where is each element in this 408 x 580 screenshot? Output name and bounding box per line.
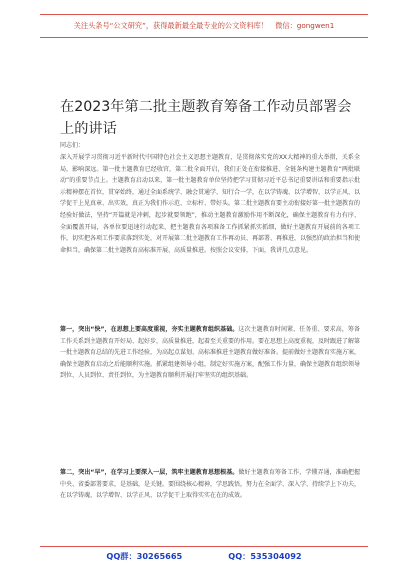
paragraph-section-1	[60, 324, 360, 382]
footer-contact	[40, 546, 368, 565]
qq-group-text: QQ群：30265665	[106, 550, 183, 561]
paragraph-text: 做好主题教育筹备工作，学懂弄通，准确把握中央、省委部署要求，是基础，是关键。要围绕核心精神，学思践悟，努力在全面学、深入学、持续学上下功夫，在以学铸魂、以学增智、以学正风、以学促干上取得实实在在的成效。	[60, 469, 361, 500]
paragraph-intro	[60, 152, 360, 256]
document-title: 在2023年第二批主题教育筹备工作动员部署会上的讲话	[60, 99, 352, 137]
section-heading: 第一，突出“快”，在思想上要高度重视，夯实主题教育组织基础。	[60, 326, 239, 333]
greeting: 同志们：	[60, 142, 85, 149]
section-heading: 第二，突出“早”，在学习上要深入一层，筑牢主题教育思想根基。	[60, 469, 239, 476]
banner-text: 关注头条号“公文研究”，获得最新最全最专业的公文资料库！ 微信：gongwen1	[73, 21, 335, 30]
paragraph-text: 深入开展学习贯彻习近平新时代中国特色社会主义思想主题教育，是贯彻落实党的XX大精神的重大举措，关系全局，影响深远。第一批主题教育已经收官，第二批全面开启，我们正处在衔接推进、全链条构建主题教育“两批联动”的重要节点上。主题教育启动以来，第一批主题教育单位坚持把学习贯彻习近平总书记重要讲话和重要指示批示精神摆在首位，贯穿始终，通过全面系统学、融会贯通学、知行合一学，在以学铸魂、以学增智、以学正风、以学促干上见真章、出实效，真正为我们作示范、立标杆、带好头。第二批主题教育要主动衔接好第一批主题教育的经验好做法，坚持“开篇就是冲刺，起步就要领跑”，推动主题教育激励作用不断深化，确保主题教育有力有序、全面覆盖开局，各单位要迅速行动起来，把主题教育各项准备工作抓紧抓实抓细，做好主题教育开展前的各项工作，切实把各项工作要求落到实处，对开展第二批主题教育工作再动员、再部署、再推进，以强烈的政治担当和使命担当，确保第二批主题教育高标准开展、高质量推进。按照会议安排，下面，我讲几点意见。	[60, 154, 361, 254]
paragraph-text: 这次主题教育时间紧、任务重、要求高，筹备工作关系到主题教育开好局、起好步，高质量推进，起着至关重要的作用。要在思想上高度重视，及时跟进了解第一批主题教育总结的先进工作经验，为高起点谋划、高标准推进主题教育做好准备。提前做好主题教育实施方案，确保主题教育启动之后能顺利实施。抓紧组建领导小组，制定好实施方案，配强工作力量，确保主题教育组织领导到位、人员到位、责任到位，为主题教育顺利开展打牢坚实的组织基础。	[60, 326, 361, 380]
qq-text: QQ：535304092	[228, 550, 302, 561]
header-banner	[40, 14, 368, 38]
paragraph-section-2	[60, 467, 360, 502]
